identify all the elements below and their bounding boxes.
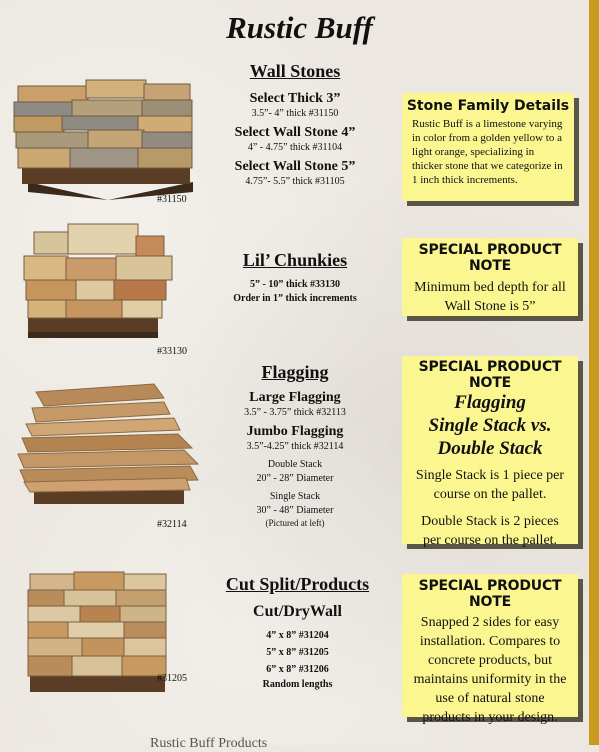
product-name: Large Flagging [249,390,341,405]
special-note-box-flagging [402,356,578,548]
chunkies-increments: Order in 1” thick increments [233,293,357,304]
stone-family-details-box [402,93,574,201]
box-text: Snapped 2 sides for easy installation. Compares to concrete products, but maintains uniformity in the use of natural stone products in your design. [413,615,567,725]
cut-split-section [200,574,395,692]
special-note-box-wall [402,238,578,316]
product-detail: 3.5”-4.25” thick #32114 [246,441,344,452]
chunkies-section [205,250,385,306]
double-stack-detail: 20” - 28” Diameter [256,473,334,484]
product-detail: 3.5”- 4” thick #31150 [251,108,339,119]
box-title: Single Stack vs. [428,415,552,436]
box-text: Single Stack is 1 piece per course on the pallet. [415,468,565,502]
product-size: 6” x 8” #31206 [266,664,329,675]
double-stack-label: Double Stack [267,459,323,470]
cut-split-heading: Cut Split/Products [225,574,370,594]
box-heading: SPECIAL PRODUCT NOTE [418,242,562,274]
wall-stones-section [205,61,385,189]
product-detail: 4” - 4.75” thick #31104 [247,142,343,153]
product-detail: 3.5” - 3.75” thick #32113 [244,407,346,418]
single-stack-label: Single Stack [269,491,321,502]
chunkies-thickness: 5” - 10” thick #33130 [250,279,340,290]
product-name: Select Wall Stone 5” [234,159,356,174]
cut-split-sku: #31205 [157,673,187,684]
flagging-section [205,362,385,528]
flagging-sku: #32114 [157,519,187,530]
box-title: Double Stack [437,438,543,459]
box-text: Double Stack is 2 pieces per course on the pallet. [421,514,559,548]
accent-edge [589,0,599,745]
product-size: 4” x 8” #31204 [266,630,329,641]
page-title: Rustic Buff [226,10,373,45]
chunkies-pallet-image [14,218,184,343]
product-name: Select Wall Stone 4” [234,125,356,140]
chunkies-heading: Lil’ Chunkies [242,250,348,270]
next-section-heading: Rustic Buff Products [150,736,268,751]
cut-split-subheading: Cut/DryWall [253,603,342,620]
box-text: Rustic Buff is a limestone varying in color from a golden yellow to a light orange, specializing in thicker stone that we categorize in 1 inch thick increments. [412,118,563,186]
product-name: Jumbo Flagging [246,424,344,439]
flagging-heading: Flagging [261,362,329,382]
flagging-pallet-image [14,378,200,518]
product-detail: 4.75”- 5.5” thick #31105 [245,176,345,187]
wall-stone-sku: #31150 [157,194,187,205]
pictured-note: (Pictured at left) [265,518,325,528]
wall-stone-pallet-image [8,72,196,200]
box-text: Minimum bed depth for all Wall Stone is 5” [414,280,566,314]
single-stack-detail: 30” - 48” Diameter [256,505,334,516]
wall-stones-heading: Wall Stones [249,61,341,81]
product-size: 5” x 8” #31205 [266,647,329,658]
product-size: Random lengths [262,679,333,690]
box-heading: SPECIAL PRODUCT NOTE [418,359,562,391]
special-note-box-cut-split [402,574,578,725]
chunkies-sku: #33130 [157,346,187,357]
cut-split-pallet-image [20,568,175,698]
product-name: Select Thick 3” [249,91,341,106]
box-heading: Stone Family Details [406,98,570,114]
box-title: Flagging [454,392,526,413]
box-heading: SPECIAL PRODUCT NOTE [418,578,562,610]
